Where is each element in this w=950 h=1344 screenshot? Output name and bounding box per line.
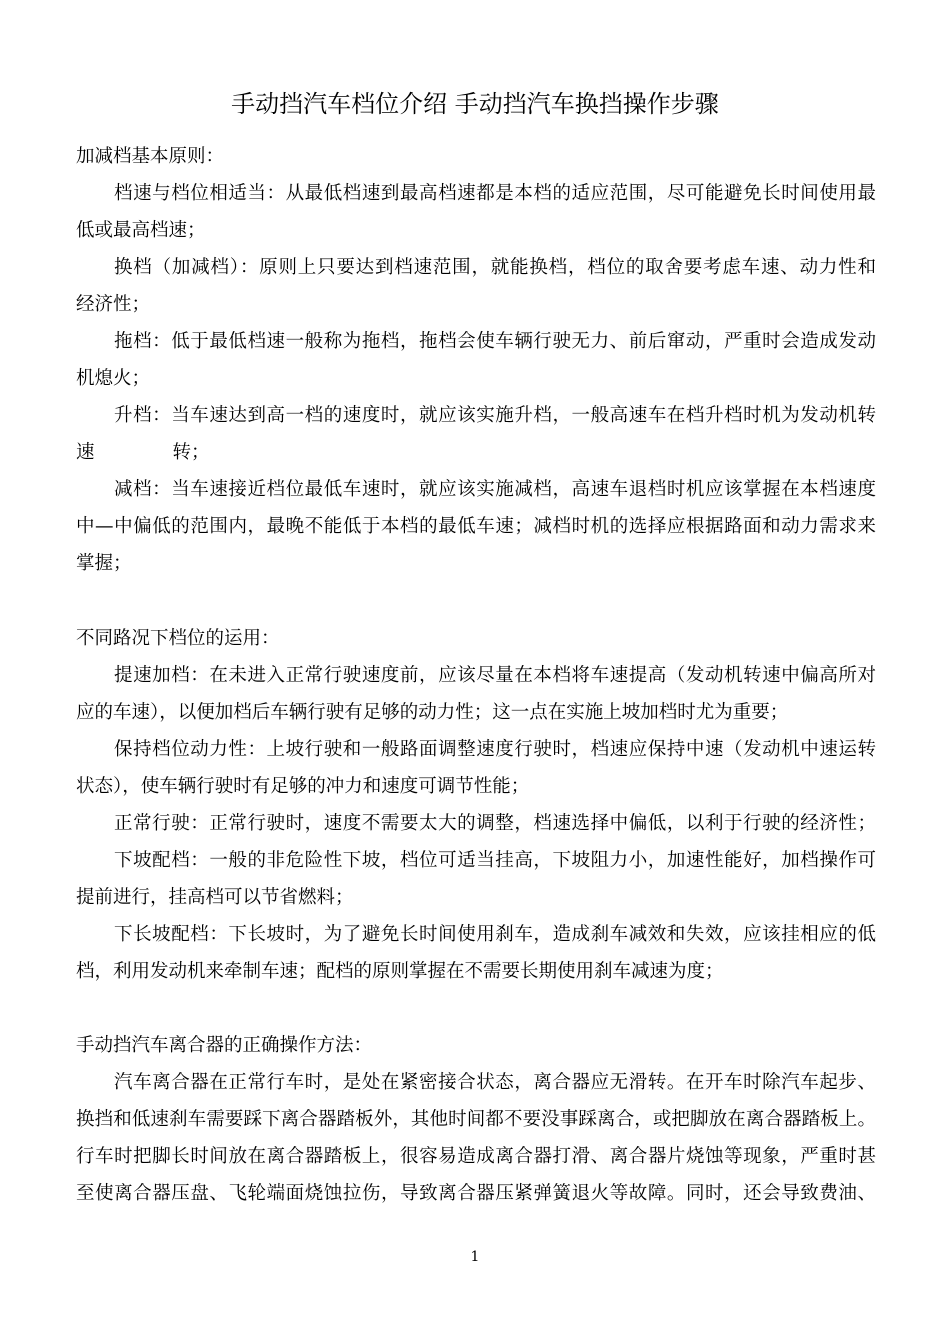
paragraph-line: 掌握； xyxy=(76,553,132,574)
document-title: 手动挡汽车档位介绍 手动挡汽车换挡操作步骤 xyxy=(231,90,719,118)
page-number: 1 xyxy=(470,1249,480,1265)
paragraph-line: 状态），使车辆行驶时有足够的冲力和速度可调节性能； xyxy=(76,776,530,797)
paragraph-line: 提速加档：在未进入正常行驶速度前，应该尽量在本档将车速提高（发动机转速中偏高所对 xyxy=(114,665,876,686)
paragraph-line: 至使离合器压盘、飞轮端面烧蚀拉伤，导致离合器压紧弹簧退火等故障。同时，还会导致费油、 xyxy=(76,1183,876,1204)
paragraph-line: 换挡和低速刹车需要踩下离合器踏板外，其他时间都不要没事踩离合，或把脚放在离合器踏板上。 xyxy=(76,1109,876,1130)
section-heading: 手动挡汽车离合器的正确操作方法： xyxy=(76,1035,373,1056)
paragraph-line: 行车时把脚长时间放在离合器踏板上，很容易造成离合器打滑、离合器片烧蚀等现象，严重时甚 xyxy=(76,1146,876,1167)
paragraph-line: 中—中偏低的范围内，最晚不能低于本档的最低车速；减档时机的选择应根据路面和动力需求来 xyxy=(76,516,876,537)
paragraph-line: 拖档：低于最低档速一般称为拖档，拖档会使车辆行驶无力、前后窜动，严重时会造成发动 xyxy=(114,331,876,352)
paragraph-line: 应的车速），以便加档后车辆行驶有足够的动力性；这一点在实施上坡加档时尤为重要； xyxy=(76,702,789,723)
paragraph-line: 机熄火； xyxy=(76,368,151,389)
section-heading: 不同路况下档位的运用： xyxy=(76,628,280,649)
paragraph-line: 换档（加减档）：原则上只要达到档速范围，就能换档，档位的取舍要考虑车速、动力性和 xyxy=(114,257,876,278)
paragraph-line: 正常行驶：正常行驶时，速度不需要太大的调整，档速选择中偏低，以利于行驶的经济性； xyxy=(114,813,876,834)
paragraph-line: 下长坡配档：下长坡时，为了避免长时间使用刹车，造成刹车减效和失效，应该挂相应的低 xyxy=(114,924,876,945)
paragraph-line: 升档：当车速达到高一档的速度时，就应该实施升档，一般高速车在档升档时机为发动机转 xyxy=(114,405,876,426)
paragraph-line: 档，利用发动机来牵制车速；配档的原则掌握在不需要长期使用刹车减速为度； xyxy=(76,961,724,982)
paragraph-line: 保持档位动力性：上坡行驶和一般路面调整速度行驶时，档速应保持中速（发动机中速运转 xyxy=(114,739,876,760)
paragraph-line: 低或最高档速； xyxy=(76,220,206,241)
paragraph-line: 汽车离合器在正常行车时，是处在紧密接合状态，离合器应无滑转。在开车时除汽车起步、 xyxy=(114,1072,876,1093)
paragraph-line xyxy=(76,441,876,465)
paragraph-line: 提前进行，挂高档可以节省燃料； xyxy=(76,887,354,908)
text-fragment: 转； xyxy=(172,442,210,463)
text-fragment: 速 xyxy=(76,442,95,463)
paragraph-line: 经济性； xyxy=(76,294,151,315)
paragraph-line: 下坡配档：一般的非危险性下坡，档位可适当挂高，下坡阻力小，加速性能好，加档操作可 xyxy=(114,850,876,871)
paragraph-line: 减档：当车速接近档位最低车速时，就应该实施减档，高速车退档时机应该掌握在本档速度 xyxy=(114,479,876,500)
paragraph-line: 档速与档位相适当：从最低档速到最高档速都是本档的适应范围，尽可能避免长时间使用最 xyxy=(114,183,876,204)
section-heading: 加减档基本原则： xyxy=(76,146,225,167)
